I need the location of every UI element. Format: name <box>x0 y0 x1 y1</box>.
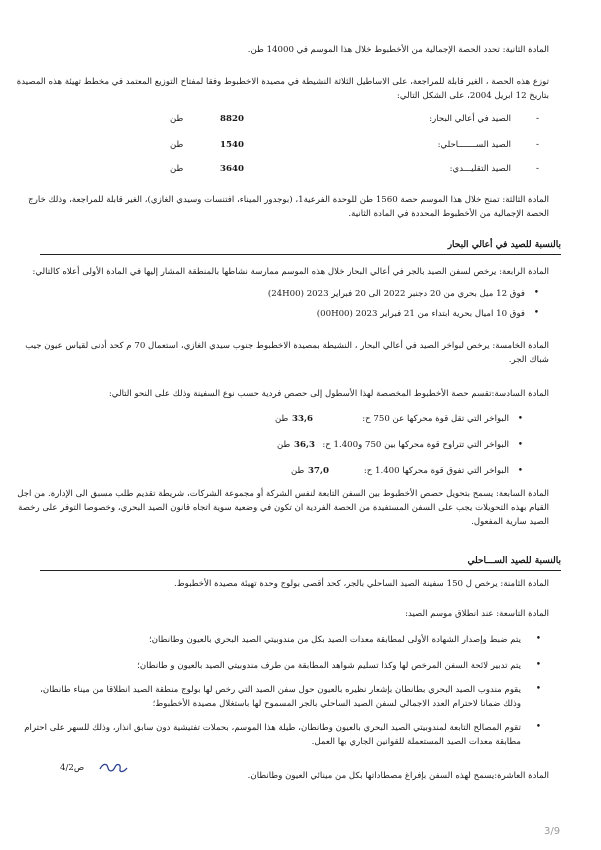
article-7-line-2: القيام بهذه التحويلات يجب على السفن المستفيدة من الحصة الفردية ان تكون في وضعية سوية اتجاه قانون الصيد البحري، وخصوصا التوفر على رخصة <box>18 503 549 513</box>
fleet-unit-1: طن <box>170 114 184 124</box>
article-7-line-1: المادة السابعة: يسمح بتحويل حصص الأخطبوط بين السفن التابعة لنفس الشركة أو مجموعة الشركات، شريطة تقديم طلب مسبق الى الإدارة. من اجل <box>17 489 549 499</box>
article-5-line-2: شباك الجر. <box>508 355 549 365</box>
article-9-item-1: يتم ضبط وإصدار الشهادة الأولى لمطابقة معدات الصيد بكل من مندوبيتي الصيد البحري بالعيون وطانطان؛ <box>149 635 521 645</box>
article-9-item-3-line-1: يقوم مندوب الصيد البحري بطانطان بإشعار نظيره بالعيون حول سفن الصيد التي رخص لها بولوج منطقة الصيد انطلاقا من ميناء طانطان، <box>40 685 521 695</box>
bullet-dot: • <box>535 722 541 732</box>
article-3-line-2: الحصة الإجمالية من الأخطبوط المحددة في المادة الثانية. <box>348 209 549 219</box>
vessel-qty-3: 37,0 <box>308 466 329 476</box>
article-9-item-4-line-1: تقوم المصالح التابعة لمندوبيتي الصيد البحري بالعيون وطانطان، طيلة هذا الموسم، بحملات تفتيشية دون سابق انذار، وذلك للسهر على احترام <box>24 723 521 733</box>
page-number: 3/9 <box>544 826 561 837</box>
article-4-item-1: فوق 12 ميل بحري من 20 دجنبر 2022 الى 20 فبراير 2023 (24H00) <box>267 289 525 299</box>
bullet-dot: • <box>533 308 539 318</box>
vessel-desc-3: البواخر التي تفوق قوة محركها 1.400 ح: <box>363 466 509 476</box>
article-9-item-3-line-2: وذلك ضمانا لاحترام العدد الاجمالي لسفن الصيد الساحلي بالجر المسموح لها باستغلال مصيدة الأخطبوط؛ <box>152 699 521 709</box>
fleet-unit-2: طن <box>170 140 184 150</box>
vessel-unit-1: طن <box>275 414 289 424</box>
vessel-unit-2: طن <box>277 440 291 450</box>
distribution-line-1: توزع هذه الحصة ، الغير قابلة للمراجعة، على الاساطيل الثلاثة النشيطة في مصيدة الاخطبوط وفقا لمفتاح التوزيع المعتمد في مخطط تهيئة هذه المصيدة <box>16 77 549 87</box>
fleet-qty-1: 8820 <box>220 114 244 124</box>
article-9: المادة التاسعة: عند انطلاق موسم الصيد: <box>405 609 549 619</box>
article-9-item-2: يتم تدبير لائحة السفن المرخص لها وكذا تسليم شواهد المطابقة من طرف مندوبيتي الصيد بالعيون و طانطان؛ <box>137 661 521 671</box>
section-heading-coastal: بالنسبة للصيد الســـاحلي <box>40 556 561 571</box>
bullet-dot: • <box>517 440 523 450</box>
bullet-dot: • <box>535 684 541 694</box>
fleet-name-1: الصيد في أعالي البحار: <box>429 114 511 124</box>
fleet-name-2: الصيد الســـــــاحلي: <box>437 140 511 150</box>
section-heading-high-seas: بالنسبة للصيد في أعالي البحار <box>40 240 561 255</box>
distribution-line-2: بتاريخ 12 ابريل 2004، على الشكل التالي: <box>396 91 549 101</box>
article-8: المادة الثامنة: يرخص ل 150 سفينة الصيد الساحلي بالجر، كحد أقصى بولوج وحدة تهيئة مصيدة الأخطبوط. <box>174 579 549 589</box>
bullet-dot: • <box>535 660 541 670</box>
bullet-dash: - <box>535 114 539 124</box>
article-9-item-4-line-2: مطابقة معدات الصيد المستعملة للقوانين الجاري بها العمل. <box>311 737 521 747</box>
bullet-dot: • <box>517 414 523 424</box>
vessel-unit-3: طن <box>291 466 305 476</box>
bullet-dot: • <box>517 466 523 476</box>
article-3-line-1: المادة الثالثة: تمنح خلال هذا الموسم حصة 1560 طن للوحدة الفرعية1، (بوجدور الميناء، افتنسات وسيدي الغازي)، الغير قابلة للمراجعة، وذلك خارج <box>28 195 549 205</box>
bullet-dash: - <box>535 140 539 150</box>
bullet-dash: - <box>535 164 539 174</box>
fleet-qty-2: 1540 <box>220 140 244 150</box>
article-5-line-1: المادة الخامسة: يرخص لبواخر الصيد في أعالي البحار ، النشيطة بمصيدة الاخطبوط جنوب سيدي الغازي، استعمال 70 م كحد أدنى لقياس عيون جيب <box>25 341 549 351</box>
article-2: المادة الثانية: تحدد الحصة الإجمالية من الأخطبوط خلال هذا الموسم في 14000 طن. <box>247 45 549 55</box>
fleet-unit-3: طن <box>170 164 184 174</box>
article-7-line-3: الصيد سارية المفعول. <box>471 517 549 527</box>
fleet-name-3: الصيد التقليـــدي: <box>449 164 511 174</box>
fleet-qty-3: 3640 <box>220 164 244 174</box>
bullet-dot: • <box>533 288 539 298</box>
article-10: المادة العاشرة:يسمح لهذه السفن بإفراغ مصطاداتها بكل من مينائي العيون وطانطان. <box>247 771 549 781</box>
vessel-desc-2: البواخر التي تتراوح قوة محركها بين 750 و1.400 ح: <box>322 440 509 450</box>
vessel-desc-1: البواخر التي تقل قوة محركها عن 750 ح: <box>362 414 509 424</box>
bullet-dot: • <box>535 634 541 644</box>
article-4-item-2: فوق 10 اميال بحرية ابتداء من 21 فبراير 2023 (00H00) <box>316 309 525 319</box>
page-reference: ص4/2 <box>60 763 85 773</box>
article-4: المادة الرابعة: يرخص لسفن الصيد بالجر في أعالي البحار خلال هذه الموسم ممارسة نشاطها بالمنطقة المشار إليها في المادة الأولى أعلاه كالتالي: <box>32 267 549 277</box>
vessel-qty-1: 33,6 <box>292 414 313 424</box>
vessel-qty-2: 36,3 <box>294 440 315 450</box>
article-6: المادة السادسة:تقسم حصة الأخطبوط المخصصة لهذا الأسطول إلى حصص فردية حسب نوع السفينة وذلك على النحو التالي: <box>108 389 549 399</box>
